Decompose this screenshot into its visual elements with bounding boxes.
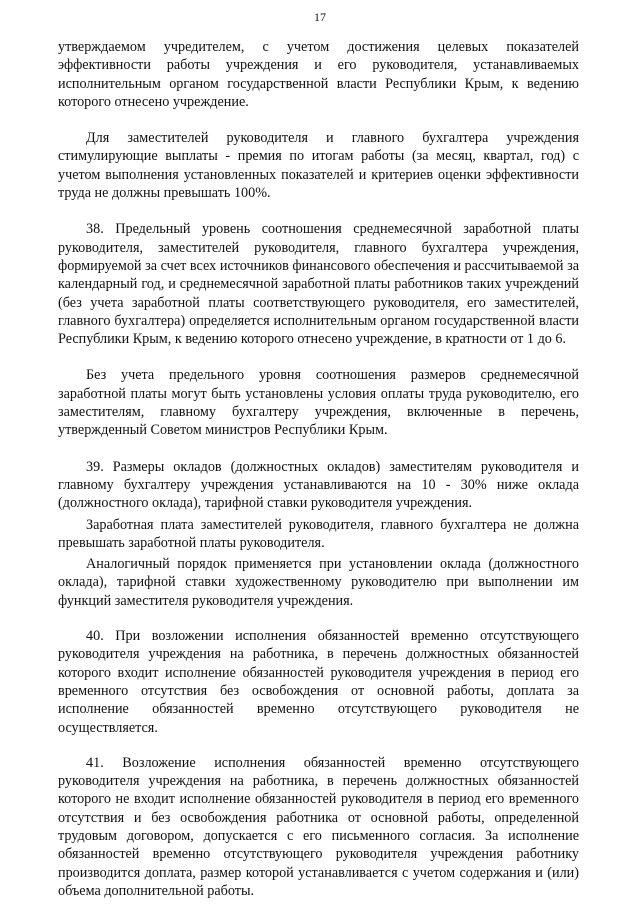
paragraph-artistic-director: Аналогичный порядок применяется при установлении оклада (должностного оклада), тарифной ставки художественному руководителю при выполнении им функций заместителя руководителя учреждения. (58, 556, 579, 609)
paragraph-deputy-salary-limit: Заработная плата заместителей руководителя, главного бухгалтера не должна превышать заработной платы руководителя. (58, 516, 579, 551)
paragraph-item-40: 40. При возложении исполнения обязанностей временно отсутствующего руководителя учреждения на работника, в перечень должностных обязанностей которого входит исполнение обязанностей руководителя учреждения в период его временного отсутствия без освобождения от основной работы, доплата за исполнение обязанностей временно отсутствующего руководителя не осуществляется. (58, 628, 579, 736)
paragraph-salary-exemption: Без учета предельного уровня соотношения размеров среднемесячной заработной платы могут быть установлены условия оплаты труда руководителю, его заместителям, главному бухгалтеру учреждения, включенные в перечень, утвержденный Советом министров Республики Крым. (58, 367, 579, 439)
paragraph-item-41: 41. Возложение исполнения обязанностей временно отсутствующего руководителя учреждения на работника, в перечень должностных обязанностей которого не входит исполнение обязанностей руководителя в период его временного отсутствия и без освобождения работника от основной работы, определенной трудовым договором, допускается с его письменного согласия. За исполнение обязанностей временно отсутствующего руководителя учреждения работнику производится доплата, размер которой устанавливается с учетом содержания и (или) объема дополнительной работы. (58, 754, 579, 899)
paragraph-deputy-bonus: Для заместителей руководителя и главного бухгалтера учреждения стимулирующие выплаты - премия по итогам работы (за месяц, квартал, год) с учетом выполнения установленных показателей и критериев оценки эффективности труда не должны превышать 100%. (58, 130, 579, 202)
paragraph-item-38: 38. Предельный уровень соотношения среднемесячной заработной платы руководителя, заместителей руководителя, главного бухгалтера учреждения, формируемой за счет всех источников финансового обеспечения и рассчитываемой за календарный год, и среднемесячной заработной платы работников таких учреждений (без учета заработной платы соответствующего руководителя, его заместителей, главного бухгалтера) определяется исполнительным органом государственной власти Республики Крым, к ведению которого отнесено учреждение, в кратности от 1 до 6. (58, 221, 579, 348)
document-body (58, 38, 579, 900)
paragraph-continuation: утверждаемом учредителем, с учетом достижения целевых показателей эффективности работы учреждения и его руководителя, устанавливаемых исполнительным органом государственной власти Республики Крым, к ведению которого отнесено учреждение. (58, 39, 579, 110)
page-number: 17 (314, 10, 326, 24)
paragraph-item-39: 39. Размеры окладов (должностных окладов) заместителям руководителя и главному бухгалтеру учреждения устанавливаются на 10 - 30% ниже оклада (должностного оклада), тарифной ставки руководителя учреждения. (58, 458, 579, 512)
